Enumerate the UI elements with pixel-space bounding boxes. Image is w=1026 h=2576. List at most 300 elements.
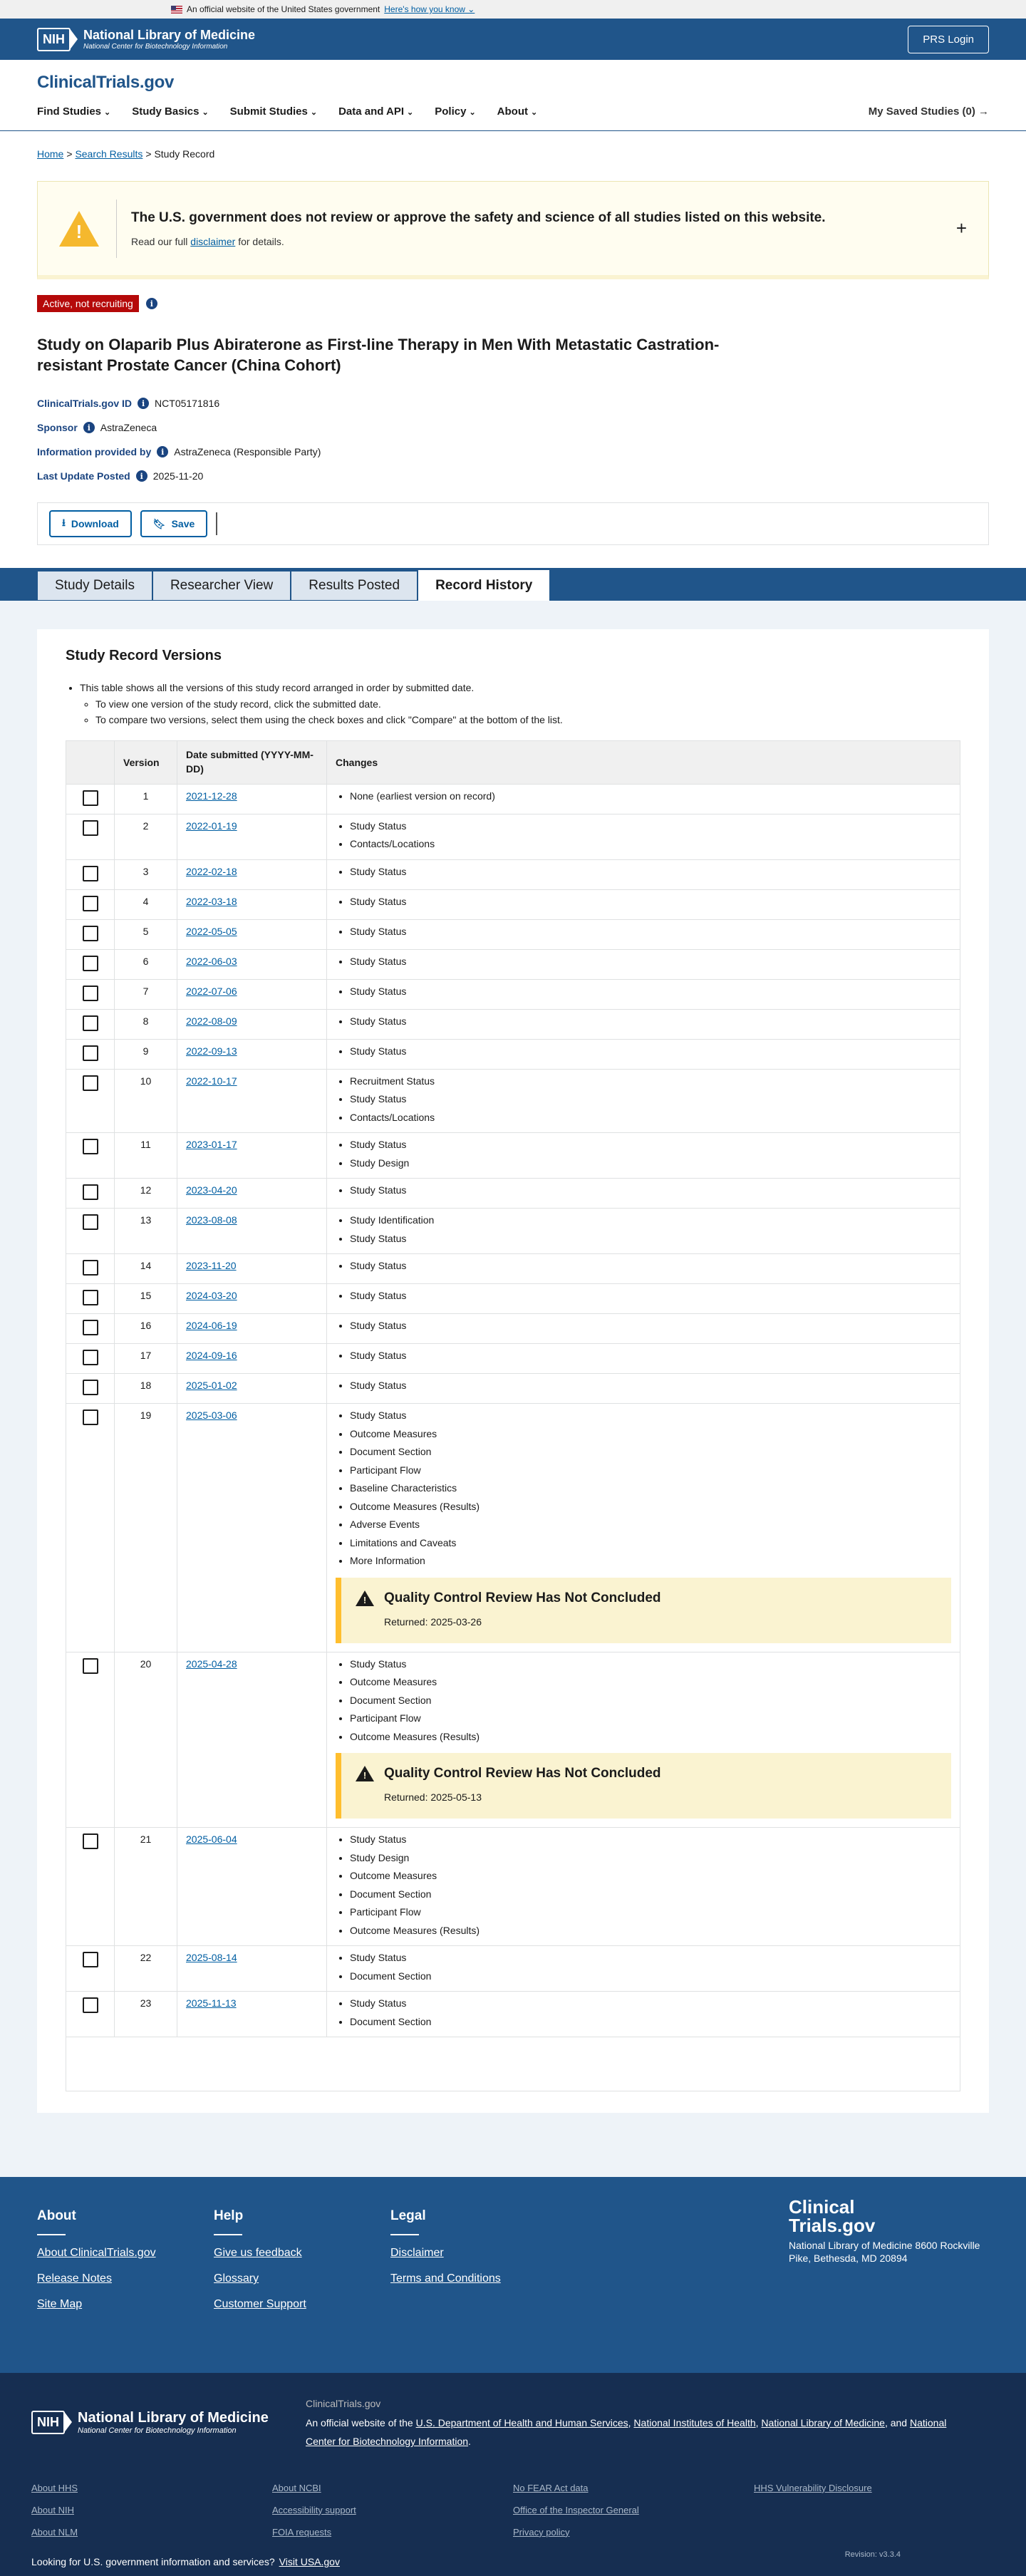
version-checkbox[interactable] [83,1214,98,1230]
change-item: • Document Section [350,1692,951,1710]
change-item: • Study Status [350,893,951,911]
tab-study-details[interactable]: Study Details [37,571,152,601]
changes-cell [327,1344,960,1374]
change-item: • Participant Flow [350,1903,951,1922]
changes-list [336,1377,951,1395]
date-cell [177,919,327,949]
changes-list [336,1949,951,1985]
version-number: 10 [115,1069,177,1133]
date-cell [177,784,327,814]
changes-list [336,1995,951,2031]
version-number: 13 [115,1209,177,1254]
change-item: • Contacts/Locations [350,1109,951,1127]
date-cell [177,1284,327,1314]
date-cell [177,1652,327,1828]
nlm-footer-link[interactable]: About NCBI [272,2482,321,2493]
meta-label: Last Update Posted [37,470,130,482]
nlm-title: National Library of Medicine [83,28,256,42]
select-cell [66,784,115,814]
version-date-link[interactable]: 2022-02-18 [186,865,237,877]
footer-col-title: About [37,2208,76,2224]
arrow-right-icon: → [978,105,989,118]
date-cell [177,1039,327,1069]
nlm-footer-links [31,2483,995,2549]
heres-how-you-know-link[interactable]: Here's how you know ⌄ [384,4,475,14]
changes-list [336,983,951,1001]
version-checkbox[interactable] [83,1184,98,1200]
change-item: • Document Section [350,1443,951,1462]
change-item: • Study Status [350,1043,951,1061]
change-item: • Study Status [350,1317,951,1335]
date-cell [177,889,327,919]
version-checkbox[interactable] [83,986,98,1001]
table-row [66,1009,960,1039]
link-group [272,2483,513,2549]
change-item: • Outcome Measures (Results) [350,1498,951,1516]
study-tabs [0,568,1026,601]
versions-notes [66,680,960,728]
version-checkbox[interactable] [83,1075,98,1091]
date-cell [177,1179,327,1209]
changes-list [336,1287,951,1305]
version-date-link[interactable]: 2022-03-18 [186,895,237,907]
table-row [66,1374,960,1404]
changes-cell [327,1133,960,1179]
footer-col-help [214,2208,390,2373]
changes-cell [327,1374,960,1404]
table-row [66,889,960,919]
version-checkbox[interactable] [83,790,98,806]
my-saved-studies-link[interactable]: My Saved Studies (0) → [868,105,989,118]
bookmark-icon: 🔖︎ [152,517,166,529]
footer-link[interactable]: About ClinicalTrials.gov [37,2247,156,2260]
version-checkbox[interactable] [83,926,98,941]
study-actions [37,502,989,545]
clinicaltrials-logo[interactable]: ClinicalTrials.gov [37,73,175,92]
table-row [66,979,960,1009]
version-date-link[interactable]: 2023-08-08 [186,1214,237,1226]
link-group [513,2483,754,2549]
version-checkbox[interactable] [83,1997,98,2013]
version-number: 14 [115,1254,177,1284]
meta-row [37,440,989,464]
version-checkbox[interactable] [83,1350,98,1365]
changes-cell [327,784,960,814]
chevron-down-icon: ⌄ [310,108,318,117]
change-item: • Outcome Measures [350,1867,951,1886]
date-cell [177,859,327,889]
version-number: 9 [115,1039,177,1069]
version-number: 19 [115,1404,177,1652]
note-item: ◦ To compare two versions, select them using the check boxes and click "Compare" at the bottom of the list. [95,712,960,728]
version-number: 6 [115,949,177,979]
changes-cell [327,919,960,949]
select-cell [66,1404,115,1652]
change-item: • Study Status [350,1995,951,2013]
changes-cell [327,1284,960,1314]
version-date-link[interactable]: 2023-11-20 [186,1260,237,1272]
change-item: • Recruitment Status [350,1072,951,1091]
tab-results-posted[interactable]: Results Posted [291,571,418,601]
nih-logo-icon: NIH [31,2411,65,2434]
usa-gov-link[interactable]: Visit USA.gov [279,2555,340,2567]
select-cell [66,949,115,979]
versions-heading: Study Record Versions [66,648,222,664]
version-date-link[interactable]: 2025-11-13 [186,1997,237,2009]
download-button[interactable]: ⭳ Download [49,510,132,537]
version-date-link[interactable]: 2022-09-13 [186,1045,237,1057]
table-row [66,1039,960,1069]
changes-cell [327,1179,960,1209]
changes-list [336,1257,951,1276]
select-cell [66,859,115,889]
version-checkbox[interactable] [83,1290,98,1305]
date-cell [177,1344,327,1374]
changes-list [336,1072,951,1127]
version-date-link[interactable]: 2022-01-19 [186,819,237,832]
changes-list [336,1181,951,1200]
version-checkbox[interactable] [83,1320,98,1335]
meta-label: Information provided by [37,446,152,458]
breadcrumb-home[interactable]: Home [37,148,64,160]
version-checkbox[interactable] [83,1139,98,1154]
version-checkbox[interactable] [83,1260,98,1276]
table-row [66,1314,960,1344]
version-checkbox[interactable] [83,956,98,971]
study-title: Study on Olaparib Plus Abiraterone as First-line Therapy in Men With Metastatic Castration-resistant Prostate Cancer (China Cohort) [37,336,720,374]
changes-cell [327,1652,960,1828]
changes-list [336,1347,951,1365]
change-item: • Study Identification [350,1211,951,1230]
date-cell [177,1992,327,2037]
nav-item-study-basics[interactable] [132,105,208,118]
date-cell [177,1133,327,1179]
changes-cell [327,1992,960,2037]
nlm-footer-link[interactable]: About NLM [31,2526,78,2538]
select-cell [66,919,115,949]
changes-list [336,953,951,971]
version-checkbox[interactable] [83,1833,98,1849]
qc-returned: Returned: 2025-03-26 [384,1615,482,1628]
table-row [66,1404,960,1652]
table-row [66,1946,960,1992]
select-cell [66,1652,115,1828]
version-number: 20 [115,1652,177,1828]
version-date-link[interactable]: 2024-06-19 [186,1320,237,1332]
changes-cell [327,1254,960,1284]
divider [214,2234,242,2235]
changes-list [336,1407,951,1571]
change-item: • Study Status [350,1377,951,1395]
date-cell [177,1314,327,1344]
select-cell [66,1009,115,1039]
footer-link[interactable]: Terms and Conditions [390,2272,501,2285]
disclaimer-text: Read our full disclaimer for details. [131,235,284,247]
table-row [66,1828,960,1946]
ncbi-link[interactable]: National Center for Biotechnology Information [306,2416,947,2448]
change-item: • More Information [350,1552,951,1571]
nlm-footer-link[interactable]: About HHS [31,2482,78,2493]
main-nav [37,105,989,118]
changes-list [336,893,951,911]
meta-row [37,391,989,415]
expand-plus-icon[interactable]: + [955,217,967,239]
nlm-footer-logo[interactable] [31,2394,306,2451]
change-item: • Study Status [350,983,951,1001]
version-number: 17 [115,1344,177,1374]
nlm-footer-link[interactable]: About NIH [31,2504,74,2515]
disclaimer-alert [37,181,989,279]
hhs-link[interactable]: U.S. Department of Health and Human Services [415,2416,628,2428]
versions-card [37,629,989,2113]
chevron-down-icon: ⌄ [530,108,538,117]
qc-alert [336,1578,951,1643]
version-date-link[interactable]: 2022-10-17 [186,1075,237,1087]
info-icon[interactable]: i [83,422,95,433]
change-item: • Study Status [350,817,951,836]
version-date-link[interactable]: 2025-06-04 [186,1833,237,1846]
footer-logo [789,2198,988,2265]
nav-item-submit-studies[interactable] [230,105,317,118]
chevron-down-icon: ⌄ [469,108,476,117]
qc-returned: Returned: 2025-05-13 [384,1791,482,1804]
version-number: 1 [115,784,177,814]
date-cell [177,814,327,859]
footer-ct-logo[interactable]: Clinical Trials.gov [789,2196,876,2236]
date-cell [177,1828,327,1946]
info-icon[interactable]: i [138,398,149,409]
divider [390,2234,419,2235]
table-row [66,1069,960,1133]
version-checkbox[interactable] [83,866,98,881]
versions-table [66,740,960,2091]
tab-record-history[interactable]: Record History [418,569,550,601]
change-item: • Participant Flow [350,1462,951,1480]
footer-col-about [37,2208,214,2373]
select-cell [66,1209,115,1254]
change-item: • Document Section [350,1886,951,1904]
changes-list [336,787,951,806]
breadcrumb-search-results[interactable]: Search Results [75,148,143,160]
changes-cell [327,979,960,1009]
nlm-footer-link[interactable]: Privacy policy [513,2526,570,2538]
changes-cell [327,859,960,889]
qc-title: Quality Control Review Has Not Concluded [384,1766,661,1781]
record-history-section [0,601,1026,2177]
version-number: 11 [115,1133,177,1179]
nlm-footer-link[interactable]: Office of the Inspector General [513,2504,639,2515]
nlm-link[interactable]: National Library of Medicine [761,2416,885,2428]
changes-cell [327,1314,960,1344]
nav-label: Data and API [338,105,405,118]
save-button[interactable]: 🔖︎ Save [140,510,207,537]
version-number: 4 [115,889,177,919]
changes-list [336,1013,951,1031]
select-cell [66,1254,115,1284]
change-item: • Adverse Events [350,1516,951,1534]
table-row [66,949,960,979]
version-number: 22 [115,1946,177,1992]
info-icon[interactable]: i [146,298,157,309]
changes-cell [327,1009,960,1039]
gov-banner [0,0,1026,19]
version-checkbox[interactable] [83,1015,98,1031]
change-item: • Study Design [350,1154,951,1173]
nlm-logo[interactable] [37,28,255,51]
changes-list [336,1211,951,1248]
version-date-link[interactable]: 2022-06-03 [186,955,237,967]
version-date-link[interactable]: 2023-04-20 [186,1184,237,1196]
prs-login-button[interactable]: PRS Login [908,26,989,53]
link-group [754,2483,995,2549]
version-checkbox[interactable] [83,1952,98,1967]
change-item: • Study Status [350,1181,951,1200]
qc-alert [336,1753,951,1819]
version-number: 5 [115,919,177,949]
study-meta [37,391,989,488]
info-icon[interactable]: i [136,470,147,482]
change-item: • Limitations and Caveats [350,1534,951,1553]
nlm-footer-link[interactable]: No FEAR Act data [513,2482,589,2493]
version-number: 21 [115,1828,177,1946]
changes-list [336,1136,951,1172]
version-date-link[interactable]: 2024-03-20 [186,1290,237,1302]
qc-title: Quality Control Review Has Not Concluded [384,1590,661,1605]
site-name: ClinicalTrials.gov [306,2398,381,2410]
version-date-link[interactable]: 2025-08-14 [186,1952,237,1964]
nlm-footer-link[interactable]: HHS Vulnerability Disclosure [754,2482,872,2493]
nav-label: Study Basics [132,105,200,118]
version-checkbox[interactable] [83,1380,98,1395]
select-cell [66,1344,115,1374]
version-date-link[interactable]: 2022-05-05 [186,925,237,937]
select-cell [66,1314,115,1344]
version-date-link[interactable]: 2022-07-06 [186,985,237,997]
meta-value: AstraZeneca [100,422,157,434]
select-cell [66,1374,115,1404]
note-item: • This table shows all the versions of this study record arranged in order by submitted date. [80,680,960,695]
nav-item-find-studies[interactable] [37,105,110,118]
date-cell [177,1404,327,1652]
change-item: • Study Status [350,1287,951,1305]
tab-researcher-view[interactable]: Researcher View [152,571,291,601]
change-item: • Study Status [350,1407,951,1425]
table-row [66,1254,960,1284]
version-date-link[interactable]: 2025-04-28 [186,1657,237,1670]
change-item: • Contacts/Locations [350,835,951,854]
table-row [66,1179,960,1209]
changes-cell [327,949,960,979]
nav-label: Submit Studies [229,105,308,118]
select-cell [66,1946,115,1992]
changes-cell [327,1946,960,1992]
date-cell [177,1209,327,1254]
version-date-link[interactable]: 2023-01-17 [186,1139,237,1151]
version-checkbox[interactable] [83,1409,98,1425]
change-item: • Study Status [350,1136,951,1154]
warning-icon: ! [59,211,99,247]
ncbi-subtitle: National Center for Biotechnology Information [83,43,228,51]
table-row [66,1133,960,1179]
select-header [66,741,115,784]
nav-label: Policy [435,105,467,118]
change-item: • Study Status [350,1257,951,1276]
version-number: 2 [115,814,177,859]
version-checkbox[interactable] [83,896,98,911]
nav-item-data-and-api[interactable] [338,105,413,118]
footer-link[interactable]: Release Notes [37,2272,112,2285]
meta-value: AstraZeneca (Responsible Party) [174,446,321,458]
change-item: • Document Section [350,2013,951,2032]
version-checkbox[interactable] [83,1045,98,1061]
footer-link[interactable]: Customer Support [214,2298,306,2311]
version-number: 15 [115,1284,177,1314]
footer-link[interactable]: Give us feedback [214,2247,302,2260]
nih-logo-icon: NIH [37,28,71,51]
nlm-footer-link[interactable]: Accessibility support [272,2504,356,2515]
nav-item-policy[interactable] [435,105,475,118]
change-item: • Study Status [350,863,951,881]
disclaimer-heading: The U.S. government does not review or approve the safety and science of all studies listed on this website. [131,210,826,225]
change-item: • Study Status [350,953,951,971]
version-number: 8 [115,1009,177,1039]
qc-heading [356,1590,937,1606]
chevron-down-icon: ⌄ [202,108,209,117]
date-cell [177,1254,327,1284]
divider [37,2234,66,2235]
table-row [66,859,960,889]
nih-link[interactable]: National Institutes of Health [633,2416,756,2428]
changes-list [336,1655,951,1747]
change-item: • Study Status [350,1013,951,1031]
version-date-link[interactable]: 2025-03-06 [186,1409,237,1422]
version-checkbox[interactable] [83,1658,98,1674]
select-cell [66,1069,115,1133]
version-number: 16 [115,1314,177,1344]
usa-gov-line: Looking for U.S. government information and services? Visit USA.gov [31,2555,340,2567]
nav-item-about[interactable] [497,105,538,118]
footer-link[interactable]: Disclaimer [390,2247,444,2260]
info-icon[interactable]: i [157,446,168,457]
version-checkbox[interactable] [83,820,98,836]
footer-link[interactable]: Site Map [37,2298,83,2311]
version-date-link[interactable]: 2025-01-02 [186,1380,237,1392]
change-item: • Outcome Measures (Results) [350,1728,951,1747]
warning-icon: ! [356,1766,374,1781]
changes-list [336,1831,951,1940]
version-number: 18 [115,1374,177,1404]
date-cell [177,1069,327,1133]
version-date-link[interactable]: 2024-09-16 [186,1350,237,1362]
nlm-footer-link[interactable]: FOIA requests [272,2526,332,2538]
version-date-link[interactable]: 2022-08-09 [186,1015,237,1027]
change-item: • Study Status [350,1655,951,1674]
gov-banner-text: An official website of the United States government [187,4,380,14]
table-row [66,1652,960,1828]
disclaimer-link[interactable]: disclaimer [190,235,236,247]
version-number: 12 [115,1179,177,1209]
table-row [66,1284,960,1314]
link-group [31,2483,272,2549]
version-number: 7 [115,979,177,1009]
changes-cell [327,889,960,919]
footer-link[interactable]: Glossary [214,2272,259,2285]
nav-label: About [497,105,528,118]
change-item: • Outcome Measures [350,1425,951,1444]
table-row [66,784,960,814]
version-date-link[interactable]: 2021-12-28 [186,790,237,802]
nlm-footer-title: National Library of Medicine [78,2410,269,2426]
